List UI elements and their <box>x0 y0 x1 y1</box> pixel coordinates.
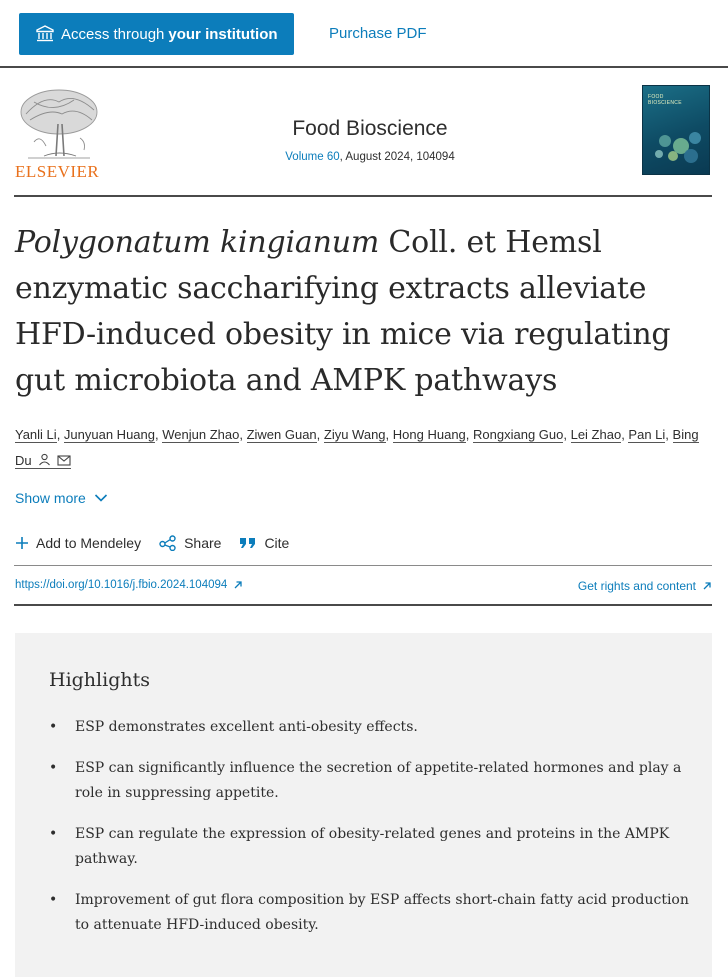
purchase-pdf-link[interactable]: Purchase PDF <box>329 25 427 42</box>
highlight-item: • ESP demonstrates excellent anti-obesity effects. <box>49 715 689 740</box>
person-icon <box>38 453 51 466</box>
access-label-prefix: Access through <box>61 25 165 43</box>
chevron-down-icon <box>94 493 108 503</box>
article-title-rest: Coll. et Hemsl enzymatic saccharifying extracts alleviate HFD-induced obesity in mice via regulating gut microbiota and AMPK pathways <box>15 225 671 398</box>
highlight-item: • Improvement of gut flora composition by ESP affects short-chain fatty acid production to attenuate HFD-induced obesity. <box>49 888 689 938</box>
journal-cover-image[interactable] <box>642 85 710 175</box>
external-link-arrow-icon <box>233 580 243 590</box>
institution-icon <box>35 24 55 44</box>
add-to-mendeley-button[interactable] <box>15 535 141 551</box>
mendeley-label: Add to Mendeley <box>36 535 142 551</box>
author-list: Yanli Li, Junyuan Huang, Wenjun Zhao, Ziwen Guan, Ziyu Wang, Hong Huang, Rongxiang Guo, Lei Zhao, Pan Li, Bing Du <box>15 422 715 475</box>
article-actions <box>15 532 307 554</box>
cite-label: Cite <box>264 535 290 551</box>
highlights-list <box>49 715 689 954</box>
divider <box>14 604 712 606</box>
access-label-bold: your institution <box>168 25 278 43</box>
journal-issue-info <box>200 151 540 163</box>
rights-text: Get rights and content <box>577 579 696 593</box>
highlight-item: • ESP can regulate the expression of obesity-related genes and proteins in the AMPK pathway. <box>49 822 689 872</box>
doi-link[interactable] <box>15 579 243 591</box>
author-link[interactable]: Rongxiang Guo <box>473 427 564 442</box>
share-icon <box>159 535 177 551</box>
access-through-institution-button[interactable] <box>19 13 294 55</box>
highlights-heading: Highlights <box>49 669 150 691</box>
cite-button[interactable] <box>239 535 289 551</box>
show-more-label: Show more <box>15 490 86 506</box>
volume-link[interactable]: Volume 60 <box>285 151 340 163</box>
cover-title: FOOD BIOSCIENCE <box>648 94 682 106</box>
author-link[interactable]: Hong Huang <box>392 427 466 442</box>
publisher-wordmark: ELSEVIER <box>15 162 100 181</box>
author-link[interactable]: Junyuan Huang <box>63 427 155 442</box>
doi-text: https://doi.org/10.1016/j.fbio.2024.104094 <box>15 579 228 591</box>
author-name: Bing Du <box>15 427 699 468</box>
cover-graphic <box>643 86 710 175</box>
highlights-section <box>15 633 712 977</box>
article-title-species: Polygonatum kingianum <box>15 225 380 260</box>
author-link[interactable]: Ziyu Wang <box>323 427 386 442</box>
author-link[interactable]: Ziwen Guan <box>246 427 317 442</box>
share-label: Share <box>184 535 222 551</box>
author-link[interactable]: Lei Zhao <box>570 427 622 442</box>
divider <box>14 195 712 197</box>
quote-icon <box>239 536 257 550</box>
show-more-button[interactable] <box>15 490 108 506</box>
get-rights-link[interactable] <box>578 579 712 593</box>
author-link[interactable]: Pan Li <box>628 427 666 442</box>
divider <box>0 66 728 68</box>
journal-title[interactable]: Food Bioscience <box>292 117 448 140</box>
divider <box>14 565 712 566</box>
external-link-arrow-icon <box>702 581 712 591</box>
envelope-icon <box>57 455 71 466</box>
author-link[interactable]: Wenjun Zhao <box>162 427 240 442</box>
article-title <box>15 220 715 404</box>
share-button[interactable] <box>159 535 221 551</box>
plus-icon <box>15 536 29 550</box>
top-bar <box>0 0 728 66</box>
author-link[interactable]: Yanli Li <box>15 427 57 442</box>
author-icons <box>35 449 72 475</box>
issue-details: , August 2024, 104094 <box>339 151 455 163</box>
highlight-item: • ESP can significantly influence the secretion of appetite-related hormones and play a role in suppressing appetite. <box>49 756 689 806</box>
